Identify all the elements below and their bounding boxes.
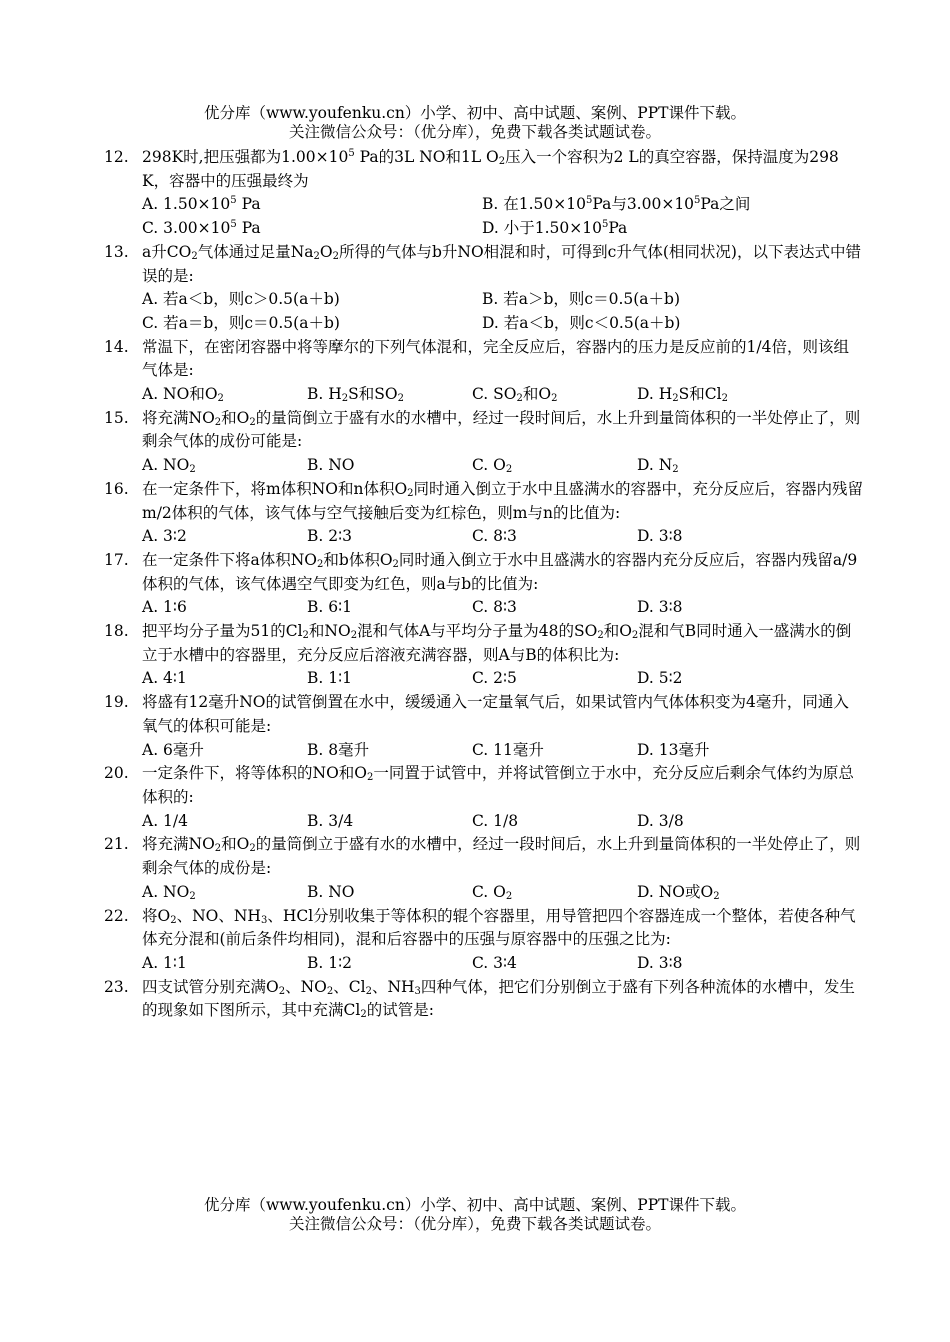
answer-option: D. 3∶8 xyxy=(637,527,683,546)
answer-option: D. 5∶2 xyxy=(637,669,683,688)
question-item xyxy=(104,620,864,691)
answer-option: C. $O_2$ xyxy=(472,456,513,476)
question-number: 19. xyxy=(104,693,129,712)
answer-option: B. 在$1.50\times 10^5Pa$与$3.00\times 10^5Pa$之间 xyxy=(482,195,751,214)
page-header xyxy=(0,104,950,142)
answer-options xyxy=(142,525,864,549)
answer-option: D. $H_2S$和$Cl_2$ xyxy=(637,385,728,405)
answer-options xyxy=(142,454,864,478)
question-item xyxy=(104,336,864,407)
question-item xyxy=(104,407,864,478)
question-number: 16. xyxy=(104,479,129,498)
answer-option: C. $O_2$ xyxy=(472,882,513,902)
question-text: a升$CO_2$气体通过足量$Na_2O_2$所得的气体与b升NO相混和时，可得到c升气体(相同状况)，以下表达式中错误的是: xyxy=(142,242,861,285)
answer-option: B. 6∶1 xyxy=(307,598,353,617)
answer-option: D. 小于$1.50\times 10^5Pa$ xyxy=(482,219,628,238)
question-number: 18. xyxy=(104,622,129,641)
footer-line-2: 关注微信公众号：（优分库），免费下载各类试题试卷。 xyxy=(288,1215,661,1233)
answer-option: B. 1∶1 xyxy=(307,669,353,688)
question-number: 13. xyxy=(104,242,129,261)
answer-option: B. NO xyxy=(307,882,355,901)
question-number: 20. xyxy=(104,764,129,783)
answer-option: A. 1∶6 xyxy=(142,598,187,617)
question-number: 14. xyxy=(104,337,129,356)
answer-options xyxy=(142,667,864,691)
answer-option: B. 若a＞b，则c＝0.5(a＋b) xyxy=(482,290,680,309)
answer-option: C. $SO_2$和$O_2$ xyxy=(472,385,558,405)
answer-option: D. 3∶8 xyxy=(637,598,683,617)
answer-option: D. 3/8 xyxy=(637,811,684,830)
answer-option: B. $H_2S$和$SO_2$ xyxy=(307,385,404,405)
question-text: 在一定条件下，将m体积NO和n体积$O_2$同时通入倒立于水中且盛满水的容器中，充分反应后，容器内残留m/2体积的气体，该气体与空气接触后变为红棕色，则m与n的比值为: xyxy=(142,479,864,522)
answer-option: A. 4∶1 xyxy=(142,669,187,688)
question-text: 把平均分子量为51的$Cl_2$和$NO_2$混和气体A与平均分子量为48的$SO_2$和$O_2$混和气B同时通入一盛满水的倒立于水槽中的容器里，充分反应后溶液充满容器，则A与B的体积比为: xyxy=(142,622,852,664)
answer-option: D. 若a＜b，则c＜0.5(a＋b) xyxy=(482,313,681,332)
question-text: 将充满$NO_2$和$O_2$的量筒倒立于盛有水的水槽中，经过一段时间后，水上升到量筒体积的一半处停止了，则剩余气体的成份是: xyxy=(142,835,861,878)
question-text: 一定条件下，将等体积的NO和$O_2$一同置于试管中，并将试管倒立于水中，充分反应后剩余气体约为原总体积的: xyxy=(142,764,854,806)
answer-option: A. 6毫升 xyxy=(142,740,204,759)
question-item xyxy=(104,146,864,241)
question-text: 将$O_2$、NO、$NH_3$、HCl分别收集于等体积的辊个容器里，用导管把四个容器连成一个整体，若使各种气体充分混和(前后条件均相同)，混和后容器中的压强与原容器中的压强之比为: xyxy=(142,906,856,949)
answer-option: A. $NO_2$ xyxy=(142,456,196,476)
answer-option: C. 8∶3 xyxy=(472,527,517,546)
footer-line-1: 优分库（www.youfenku.cn）小学、初中、高中试题、案例、PPT课件下载。 xyxy=(203,1196,747,1214)
header-line-2: 关注微信公众号：（优分库），免费下载各类试题试卷。 xyxy=(288,123,661,141)
answer-option: B. 8毫升 xyxy=(307,740,370,759)
answer-option: B. 2∶3 xyxy=(307,527,353,546)
question-item xyxy=(104,976,864,1023)
answer-option: B. 3/4 xyxy=(307,811,354,830)
answer-option: C. 3∶4 xyxy=(472,953,517,972)
question-text: 在一定条件下将a体积$NO_2$和b体积$O_2$同时通入倒立于水中且盛满水的容器内充分反应后，容器内残留a/9体积的气体，该气体遇空气即变为红色，则a与b的比值为: xyxy=(142,550,858,593)
answer-options xyxy=(142,739,864,763)
question-number: 22. xyxy=(104,906,129,925)
answer-option: A. NO和$O_2$ xyxy=(142,385,224,405)
answer-option: D. 3∶8 xyxy=(637,953,683,972)
answer-option: A. $NO_2$ xyxy=(142,882,196,902)
answer-option: B. NO xyxy=(307,456,355,475)
answer-options xyxy=(142,288,864,335)
page-footer xyxy=(0,1196,950,1234)
question-item xyxy=(104,905,864,976)
question-text: 四支试管分别充满$O_2$、$NO_2$、$Cl_2$、$NH_3$四种气体，把它们分别倒立于盛有下列各种流体的水槽中，发生的现象如下图所示，其中充满$Cl_2$的试管是: xyxy=(142,977,855,1021)
answer-option: D. NO或$O_2$ xyxy=(637,882,720,902)
answer-options xyxy=(142,383,864,407)
answer-options xyxy=(142,596,864,620)
answer-option: A. 1∶1 xyxy=(142,953,187,972)
question-item xyxy=(104,241,864,336)
question-number: 21. xyxy=(104,835,129,854)
answer-option: C. 若a＝b，则c＝0.5(a＋b) xyxy=(142,313,340,332)
answer-option: A. $1.50\times 10^5$ Pa xyxy=(142,195,261,214)
answer-option: C. 11毫升 xyxy=(472,740,544,759)
header-line-1: 优分库（www.youfenku.cn）小学、初中、高中试题、案例、PPT课件下载。 xyxy=(203,104,747,122)
question-text: 常温下，在密闭容器中将等摩尔的下列气体混和，完全反应后，容器内的压力是反应前的1/4倍，则该组气体是: xyxy=(142,337,849,380)
question-list xyxy=(104,146,864,1023)
answer-option: C. 2∶5 xyxy=(472,669,517,688)
question-number: 15. xyxy=(104,408,129,427)
answer-options xyxy=(142,810,864,834)
question-text: 将充满$NO_2$和$O_2$的量筒倒立于盛有水的水槽中，经过一段时间后，水上升到量筒体积的一半处停止了，则剩余气体的成份可能是: xyxy=(142,408,861,451)
answer-option: C. 1/8 xyxy=(472,811,519,830)
answer-options xyxy=(142,952,864,976)
question-text: 将盛有12毫升NO的试管倒置在水中，缓缓通入一定量氧气后，如果试管内气体体积变为4毫升，同通入氧气的体积可能是: xyxy=(142,693,849,735)
question-number: 17. xyxy=(104,550,129,569)
question-number: 12. xyxy=(104,148,129,166)
answer-option: A. 若a＜b，则c＞0.5(a＋b) xyxy=(142,290,340,309)
answer-option: A. 3∶2 xyxy=(142,527,187,546)
question-number: 23. xyxy=(104,977,129,996)
answer-option: D. $N_2$ xyxy=(637,456,679,476)
answer-options xyxy=(142,881,864,905)
question-item xyxy=(104,478,864,549)
answer-option: C. 8∶3 xyxy=(472,598,517,617)
answer-option: A. 1/4 xyxy=(142,811,188,830)
answer-option: B. 1∶2 xyxy=(307,953,353,972)
answer-options xyxy=(142,193,864,240)
question-text: 298K时,把压强都为$1.00\times 10^5$ Pa的3L NO和1L $O_2$压入一个容积为2 L的真空容器，保持温度为298 K，容器中的压强最终为 xyxy=(142,148,839,190)
question-item xyxy=(104,549,864,620)
answer-option: D. 13毫升 xyxy=(637,740,710,759)
question-item xyxy=(104,691,864,762)
question-item xyxy=(104,833,864,904)
question-item xyxy=(104,762,864,833)
answer-option: C. $3.00\times 10^5$ Pa xyxy=(142,219,261,238)
